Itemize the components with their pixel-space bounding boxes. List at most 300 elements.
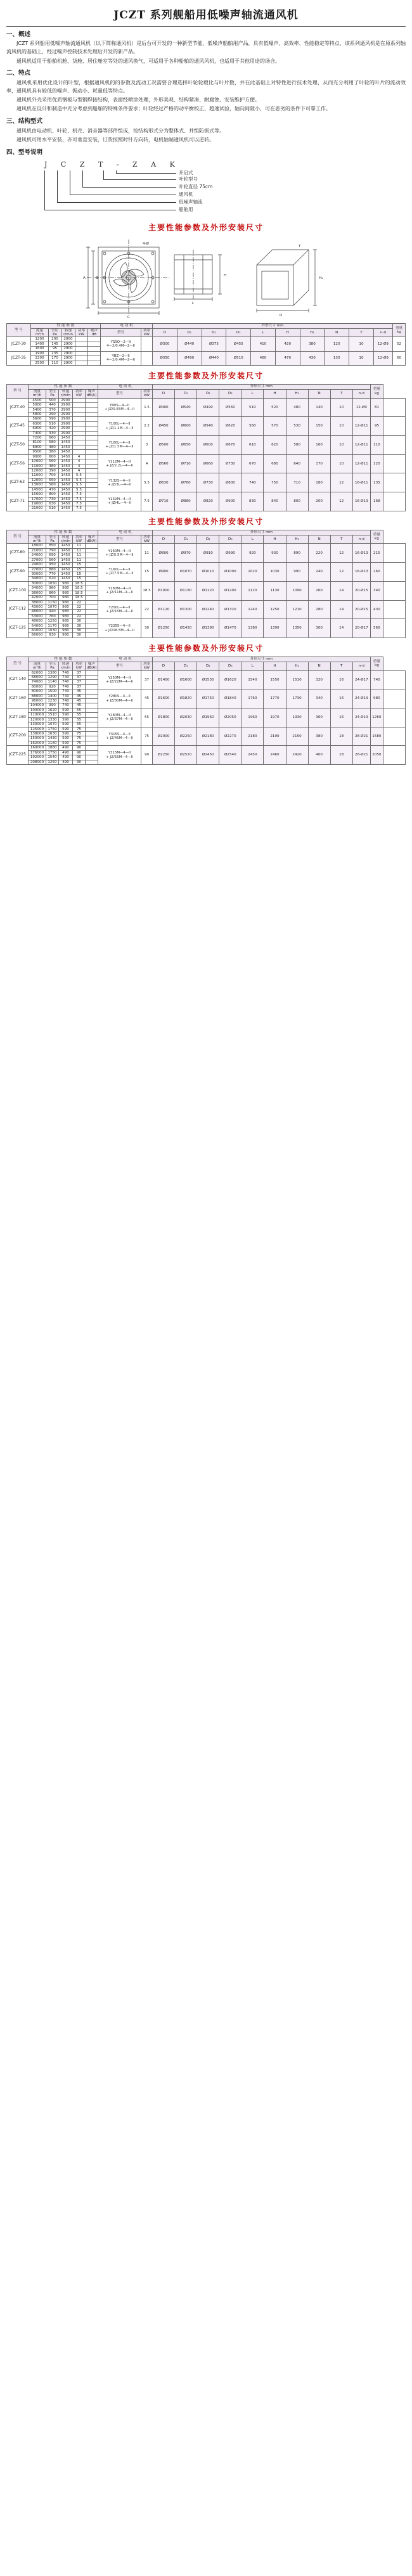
cell-perf xyxy=(86,454,98,459)
cell-dim: Ø780 xyxy=(175,473,197,492)
cell-dim: Ø500 xyxy=(153,436,175,455)
cell-dim: Ø560 xyxy=(219,398,241,417)
cell-perf: 18000 xyxy=(29,544,46,548)
cell-perf xyxy=(75,351,88,356)
cell-dim: Ø820 xyxy=(197,492,219,511)
cell-dim: 1970 xyxy=(264,708,286,727)
th-dim-D: D xyxy=(153,389,175,398)
cell-dim: Ø730 xyxy=(197,473,219,492)
cell-perf: 55 xyxy=(73,708,86,712)
th-dim-H1: H₁ xyxy=(286,662,308,670)
cell-perf xyxy=(86,464,98,468)
cell-perf: 500 xyxy=(46,398,59,402)
cell-perf: 1200 xyxy=(31,337,49,342)
th-dim-H: H xyxy=(275,328,300,337)
cell-perf: 104000 xyxy=(29,703,46,708)
th-dim-D3: D₃ xyxy=(219,389,241,398)
cell-weight xyxy=(383,689,405,708)
spec-table-1-wrap xyxy=(6,384,406,511)
cell-dim: Ø490 xyxy=(177,351,202,365)
cell-perf: 1450 xyxy=(59,563,73,567)
cell-perf: 12000 xyxy=(29,468,46,473)
cell-perf: 88000 xyxy=(29,694,46,698)
cell-perf xyxy=(86,572,98,576)
cell-dim: Ø670 xyxy=(219,436,241,455)
cell-perf: 90 xyxy=(73,755,86,760)
cell-perf xyxy=(86,506,98,511)
cell-dim: Ø710 xyxy=(175,454,197,473)
th-dim-D1: D₁ xyxy=(175,389,197,398)
cell-perf: 54000 xyxy=(29,624,46,628)
cell-dim: 560 xyxy=(370,619,383,638)
cell-perf xyxy=(86,436,98,440)
th-pressure: 全压 Pa xyxy=(49,328,61,337)
table-header-row xyxy=(7,657,406,662)
cell-perf xyxy=(86,548,98,553)
cell-perf: 2900 xyxy=(59,403,73,407)
cell-perf: 9500 xyxy=(29,450,46,454)
cell-perf: 8900 xyxy=(29,445,46,449)
model-label-3: 通风机 xyxy=(179,191,193,197)
cell-dim: 840 xyxy=(264,492,286,511)
cell-perf: 700 xyxy=(46,596,59,600)
cell-dim: 510 xyxy=(241,398,264,417)
cell-dim: 130 xyxy=(325,351,349,365)
cell-perf xyxy=(86,713,98,717)
th-motor-power: 功率 kW xyxy=(141,535,153,544)
cell-perf: 34000 xyxy=(29,577,46,581)
cell-perf: 2900 xyxy=(61,342,75,346)
th-dim-nd: n-d xyxy=(352,535,370,544)
th-dim-T: T xyxy=(330,535,352,544)
cell-perf: 90 xyxy=(73,746,86,750)
cell-perf: 11 xyxy=(73,558,86,562)
cell-dim: 200 xyxy=(308,492,330,511)
cell-perf: 330 xyxy=(46,431,59,435)
cell-weight xyxy=(383,746,405,765)
cell-perf: 5000 xyxy=(29,403,46,407)
cell-dim: 1550 xyxy=(264,670,286,689)
cell-perf: 790 xyxy=(46,548,59,553)
th-noise: 噪声 dB(A) xyxy=(86,389,98,398)
cell-perf: 1510 xyxy=(46,713,59,717)
cell-perf xyxy=(73,417,86,421)
cell-dim: Ø490 xyxy=(197,398,219,417)
cell-perf xyxy=(86,431,98,435)
dim-label-B: B xyxy=(96,276,98,281)
cell-dim: 380 xyxy=(300,337,325,351)
th-dim-H: H xyxy=(264,535,286,544)
table-row xyxy=(7,708,406,712)
cell-perf xyxy=(75,356,88,361)
cell-perf: 12000 xyxy=(29,478,46,482)
cell-perf: 1620 xyxy=(46,708,59,712)
dim-label-H: H xyxy=(224,274,227,278)
model-code-leaders xyxy=(44,170,374,217)
cell-perf xyxy=(75,347,88,351)
cell-dim: 420 xyxy=(275,337,300,351)
cell-dim: 28-Ø21 xyxy=(352,746,370,765)
cell-perf: 740 xyxy=(59,670,73,675)
cell-perf: 1600 xyxy=(31,347,49,351)
cell-perf: 30 xyxy=(73,633,86,638)
cell-perf: 5.5 xyxy=(73,487,86,492)
cell-dim: Ø300 xyxy=(153,337,177,351)
cell-dim: Ø2250 xyxy=(175,727,197,746)
th-dim-D: D xyxy=(153,662,175,670)
cell-motor-power: 90 xyxy=(141,746,153,765)
cell-dim: 95 xyxy=(370,417,383,436)
th-noise: 噪声 dB(A) xyxy=(86,662,98,670)
cell-perf: 30 xyxy=(73,629,86,633)
spec-table-1 xyxy=(6,384,406,511)
cell-dim: 400 xyxy=(308,746,330,765)
cell-motor-model: Y280S—4—II + JZ/30M—4—II xyxy=(98,689,141,708)
th-flow: 流量 m³/h xyxy=(29,662,46,670)
cell-dim: 24-Ø17 xyxy=(352,670,370,689)
cell-perf: 18.5 xyxy=(73,591,86,595)
cell-perf: 125000 xyxy=(29,727,46,731)
cell-perf: 940 xyxy=(46,610,59,614)
cell-perf xyxy=(86,553,98,558)
cell-perf: 1450 xyxy=(59,483,73,487)
th-dim-N: N xyxy=(325,328,349,337)
cell-perf xyxy=(86,624,98,628)
th-perf-group: 性 能 参 数 xyxy=(29,385,98,389)
cell-dim: Ø2250 xyxy=(153,746,175,765)
cell-perf: 30 xyxy=(73,624,86,628)
cell-model: JCZT-200 xyxy=(7,727,29,746)
cell-perf: 1880 xyxy=(46,746,59,750)
th-dim-nd: n-d xyxy=(352,662,370,670)
cell-perf: 560 xyxy=(46,459,59,464)
cell-model: JCZT-180 xyxy=(7,708,29,727)
cell-weight xyxy=(383,436,405,455)
spec-table-2-body xyxy=(7,544,406,638)
cell-dim: 240 xyxy=(308,563,330,582)
page-title: JCZT 系列舰船用低噪声轴流通风机 xyxy=(113,9,299,22)
model-label-4: 低噪声轴流 xyxy=(179,198,203,205)
cell-weight xyxy=(383,670,405,689)
cell-dim: 18 xyxy=(330,727,352,746)
table-row xyxy=(7,473,406,478)
cell-perf: 37 xyxy=(73,675,86,679)
cell-perf: 1140 xyxy=(46,680,59,684)
cell-perf: 980 xyxy=(59,581,73,586)
cell-perf: 68000 xyxy=(29,675,46,679)
cell-perf xyxy=(86,746,98,750)
cell-perf: 4 xyxy=(73,459,86,464)
cell-dim: Ø1250 xyxy=(153,619,175,638)
cell-perf xyxy=(86,596,98,600)
cell-dim: Ø1380 xyxy=(197,619,219,638)
cell-perf: 8100 xyxy=(29,440,46,445)
cell-perf: 740 xyxy=(59,675,73,679)
cell-perf xyxy=(86,501,98,506)
cell-perf: 1750 xyxy=(46,727,59,731)
cell-perf: 980 xyxy=(59,600,73,605)
cell-motor-power: 2.2 xyxy=(141,417,153,436)
cell-perf: 7.5 xyxy=(73,497,86,501)
cell-perf: 24000 xyxy=(29,563,46,567)
cell-dim: Ø560 xyxy=(153,454,175,473)
cell-model: JCZT-90 xyxy=(7,563,29,582)
cell-dim: Ø2050 xyxy=(219,708,241,727)
cell-perf: 176000 xyxy=(29,750,46,755)
th-motor-power: 功率 kW xyxy=(141,389,153,398)
th-dim-group: 外形尺寸 mm xyxy=(153,385,371,389)
cell-perf: 2900 xyxy=(61,337,75,342)
cell-perf: 470 xyxy=(46,487,59,492)
cell-dim: 830 xyxy=(241,492,264,511)
cell-motor-power xyxy=(141,351,153,365)
cell-perf: 480 xyxy=(46,464,59,468)
cell-motor-power: 37 xyxy=(141,670,153,689)
table-row xyxy=(7,337,406,342)
cell-perf: 11 xyxy=(73,544,86,548)
cell-dim: 1760 xyxy=(241,689,264,708)
th-model: 型 号 xyxy=(7,324,31,337)
cell-dim: 24-Ø19 xyxy=(352,708,370,727)
th-dim-H: H xyxy=(264,389,286,398)
cell-dim: 220 xyxy=(308,544,330,563)
cell-dim: 20-Ø17 xyxy=(352,619,370,638)
cell-dim: Ø620 xyxy=(219,417,241,436)
cell-perf: 1330 xyxy=(46,717,59,722)
cell-perf xyxy=(86,426,98,431)
model-code-diagram xyxy=(6,160,406,217)
cell-perf: 1450 xyxy=(59,478,73,482)
cell-dim: 1510 xyxy=(286,670,308,689)
cell-perf: 980 xyxy=(59,591,73,595)
cell-model: JCZT-112 xyxy=(7,600,29,619)
cell-dim: 16-Ø13 xyxy=(352,492,370,511)
cell-dim: Ø660 xyxy=(197,454,219,473)
cell-perf: 1450 xyxy=(59,487,73,492)
cell-dim: 1380 xyxy=(241,619,264,638)
cell-dim: 215 xyxy=(370,544,383,563)
cell-motor-model: Y280M—4—II + JZ/37M—4—II xyxy=(98,708,141,727)
cell-dim: 1210 xyxy=(286,600,308,619)
cell-perf: 1170 xyxy=(46,624,59,628)
cell-dim: 1090 xyxy=(286,581,308,600)
cell-perf: 420 xyxy=(46,426,59,431)
cell-perf: 1430 xyxy=(46,736,59,741)
cell-perf xyxy=(86,417,98,421)
th-dim-H1: H₁ xyxy=(286,535,308,544)
cell-perf: 590 xyxy=(59,732,73,736)
model-label-1: 叶轮型号 xyxy=(179,176,198,182)
cell-weight: 60 xyxy=(393,351,406,365)
cell-perf: 1450 xyxy=(59,492,73,497)
spec-subtitle-1: 主要性能参数及外形安装尺寸 xyxy=(148,516,264,526)
cell-perf: 1160 xyxy=(46,741,59,745)
cell-perf: 6300 xyxy=(29,421,46,426)
cell-dim: 1960 xyxy=(241,708,264,727)
th-power: 功率 kW xyxy=(73,662,86,670)
cell-motor-power: 15 xyxy=(141,563,153,582)
cell-perf: 96000 xyxy=(29,699,46,703)
cell-model: JCZT-50 xyxy=(7,436,29,455)
section-2-para-1: 通风机采用优化设计的叶型，根据通风机的的参数及流动工况需要合理选择叶轮轮毂比与叶片数，并在此基础上对特性进行技术处理，从而充分利用了叶轮的叶片的流动效率，通风机具有较低的噪声、振动小、耗量低等特点。 xyxy=(6,80,406,94)
th-motor-power: 功率 kW xyxy=(141,662,153,670)
cell-dim: 1580 xyxy=(370,727,383,746)
cell-perf: 48000 xyxy=(29,619,46,624)
cell-perf xyxy=(86,459,98,464)
cell-perf: 200 xyxy=(49,337,61,342)
cell-perf xyxy=(86,629,98,633)
cell-perf: 7400 xyxy=(29,431,46,435)
cell-dim: Ø1120 xyxy=(197,581,219,600)
cell-dim: 520 xyxy=(264,398,286,417)
cell-dim: 12-Ø11 xyxy=(352,417,370,436)
th-dim-D1: D₁ xyxy=(175,535,197,544)
cell-perf: 510 xyxy=(46,421,59,426)
cell-perf xyxy=(86,755,98,760)
dim-label-D: D xyxy=(280,314,283,318)
cell-perf xyxy=(73,421,86,426)
cell-perf: 10000 xyxy=(29,459,46,464)
spec-table-1-body xyxy=(7,398,406,511)
cell-dim: 1770 xyxy=(264,689,286,708)
cell-dim: Ø1400 xyxy=(153,670,175,689)
cell-dim: 12 xyxy=(330,492,352,511)
cell-motor-power: 75 xyxy=(141,727,153,746)
th-dim-group: 外形尺寸 mm xyxy=(153,530,371,535)
cell-motor-power: 4 xyxy=(141,454,153,473)
cell-dim: Ø910 xyxy=(197,544,219,563)
cell-dim: 20-Ø15 xyxy=(352,581,370,600)
cell-motor-model: Y200L—4—II + JZ/15M—4—II xyxy=(98,600,141,619)
document-page xyxy=(0,0,412,783)
cell-perf: 38000 xyxy=(29,600,46,605)
cell-dim: 168 xyxy=(370,492,383,511)
cell-motor-power: 1.5 xyxy=(141,398,153,417)
cell-perf: 850 xyxy=(46,544,59,548)
cell-perf: 740 xyxy=(59,694,73,698)
cell-dim: 260 xyxy=(308,581,330,600)
cell-dim: Ø1450 xyxy=(175,619,197,638)
cell-dim: 2180 xyxy=(241,727,264,746)
cell-perf: 380 xyxy=(46,450,59,454)
section-heading-2: 二、特点 xyxy=(6,70,31,77)
cell-motor-model: Y132M—4—II + JZ/4L—4—II xyxy=(98,492,141,511)
cell-perf: 600 xyxy=(46,454,59,459)
cell-perf: 1450 xyxy=(59,558,73,562)
cell-perf xyxy=(73,412,86,416)
th-dim-N: N xyxy=(308,389,330,398)
cell-dim: Ø900 xyxy=(219,492,241,511)
cell-perf xyxy=(86,591,98,595)
cell-motor-power: 45 xyxy=(141,689,153,708)
cell-perf: 145 xyxy=(49,342,61,346)
cell-dim: 2190 xyxy=(264,727,286,746)
cell-dim: 16 xyxy=(330,689,352,708)
cell-perf xyxy=(88,361,101,365)
cell-perf xyxy=(86,694,98,698)
cell-perf xyxy=(86,398,98,402)
cell-perf: 590 xyxy=(59,736,73,741)
cell-perf: 34000 xyxy=(29,586,46,591)
cell-dim: 380 xyxy=(308,727,330,746)
cell-motor-model: YSSQ—2—II 4—2/0.4M—2—II xyxy=(101,337,141,351)
cell-motor-power: 7.5 xyxy=(141,492,153,511)
cell-dim: 110 xyxy=(370,436,383,455)
cell-motor-model: Y132S—4—II + JZ/3L—4—II xyxy=(98,473,141,492)
cell-perf: 5.5 xyxy=(73,473,86,478)
cell-perf: 17000 xyxy=(29,497,46,501)
cell-perf xyxy=(86,586,98,591)
cell-perf: 48000 xyxy=(29,610,46,614)
cell-perf xyxy=(86,619,98,624)
cell-dim: Ø1070 xyxy=(175,563,197,582)
cell-perf: 1030 xyxy=(46,629,59,633)
cell-dim: Ø1000 xyxy=(153,581,175,600)
th-dim-L: L xyxy=(241,389,264,398)
cell-dim: Ø540 xyxy=(175,398,197,417)
cell-motor-model: Y90S—4—II + JZ/0.55M—4—II xyxy=(98,398,141,417)
cell-perf: 80000 xyxy=(29,689,46,694)
spec-table-2-wrap xyxy=(6,530,406,638)
th-pressure: 全压 Pa xyxy=(46,662,59,670)
cell-dim: 10 xyxy=(349,337,374,351)
cell-perf: 7200 xyxy=(29,436,46,440)
cell-dim: Ø375 xyxy=(202,337,226,351)
th-motor-power: 功率 kW xyxy=(141,328,153,337)
spec-table-0 xyxy=(6,323,406,366)
cell-dim: Ø710 xyxy=(153,492,175,511)
cell-dim: 470 xyxy=(275,351,300,365)
th-dim-D2: D₂ xyxy=(202,328,226,337)
cell-perf: 830 xyxy=(46,633,59,638)
cell-dim: Ø1620 xyxy=(219,670,241,689)
cell-perf: 27000 xyxy=(29,558,46,562)
cell-dim: 1240 xyxy=(241,600,264,619)
cell-model: JCZT-71 xyxy=(7,492,29,511)
cell-perf: 490 xyxy=(59,755,73,760)
cell-perf: 7.5 xyxy=(73,506,86,511)
cell-perf: 1250 xyxy=(46,619,59,624)
cell-perf xyxy=(86,670,98,675)
cell-perf xyxy=(86,727,98,731)
cell-perf: 980 xyxy=(46,586,59,591)
th-dim-D3: D₃ xyxy=(219,535,241,544)
cell-dim: 680 xyxy=(264,454,286,473)
cell-perf: 45 xyxy=(73,689,86,694)
th-dim-T: T xyxy=(330,662,352,670)
cell-dim: 1120 xyxy=(241,581,264,600)
cell-perf xyxy=(86,487,98,492)
th-dim-D: D xyxy=(153,328,177,337)
cell-dim: 530 xyxy=(286,417,308,436)
cell-motor-power: 5.5 xyxy=(141,473,153,492)
cell-model: JCZT-100 xyxy=(7,581,29,600)
cell-perf xyxy=(73,450,86,454)
cell-perf: 15 xyxy=(73,563,86,567)
cell-perf: 1540 xyxy=(46,755,59,760)
cell-perf xyxy=(75,337,88,342)
cell-perf: 13000 xyxy=(29,483,46,487)
cell-perf: 950 xyxy=(46,563,59,567)
cell-model: JCZT-35 xyxy=(7,351,31,365)
cell-dim: Ø2270 xyxy=(219,727,241,746)
cell-motor-power: 3 xyxy=(141,436,153,455)
cell-dim: Ø1820 xyxy=(175,689,197,708)
cell-weight xyxy=(383,619,405,638)
cell-dim: 140 xyxy=(308,398,330,417)
cell-perf: 22 xyxy=(73,610,86,614)
cell-dim: Ø1600 xyxy=(153,689,175,708)
